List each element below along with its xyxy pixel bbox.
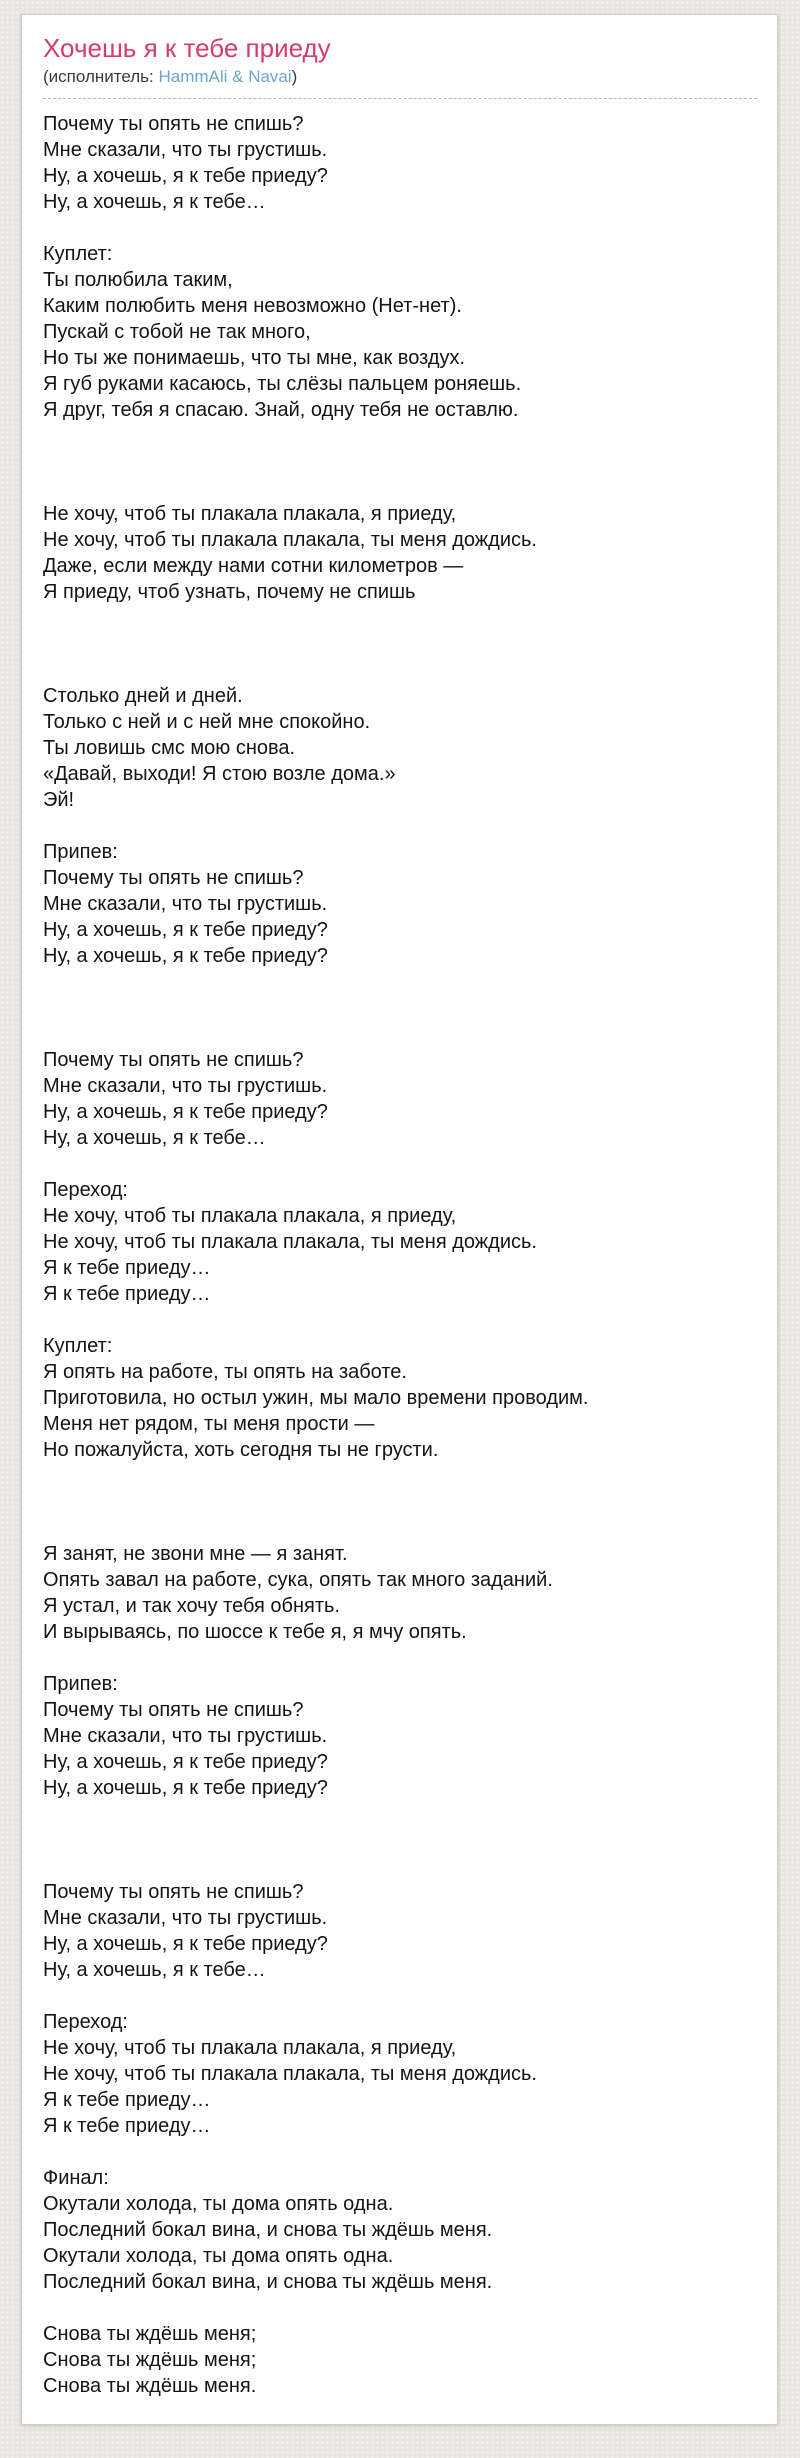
lyrics-line: Припев:	[43, 1673, 118, 1695]
lyrics-line: Ну, а хочешь, я к тебе приеду?	[43, 919, 328, 941]
page-background	[0, 14, 800, 2425]
lyrics-line: Я приеду, чтоб узнать, почему не спишь	[43, 581, 416, 603]
lyrics-line: Я к тебе приеду…	[43, 2089, 211, 2111]
artist-label: (исполнитель:	[43, 67, 159, 86]
lyrics-line: Я опять на работе, ты опять на заботе.	[43, 1361, 407, 1383]
lyrics-line: Мне сказали, что ты грустишь.	[43, 893, 328, 915]
song-subtitle	[43, 65, 757, 89]
lyrics-line: Ты полюбила таким,	[43, 269, 233, 291]
lyrics-line: Даже, если между нами сотни километров —	[43, 555, 464, 577]
lyrics-line: Мне сказали, что ты грустишь.	[43, 1907, 328, 1929]
lyrics-line: Последний бокал вина, и снова ты ждёшь меня.	[43, 2271, 493, 2293]
lyrics-line: «Давай, выходи! Я стою возле дома.»	[43, 763, 396, 785]
lyrics-line: Ты ловишь смс мою снова.	[43, 737, 296, 759]
lyrics-card	[21, 14, 778, 2425]
lyrics-line: Ну, а хочешь, я к тебе приеду?	[43, 945, 328, 967]
lyrics-line: Ну, а хочешь, я к тебе приеду?	[43, 1777, 328, 1799]
lyrics-line: Переход:	[43, 2011, 128, 2033]
artist-link[interactable]: HammAli & Navai	[158, 67, 292, 86]
lyrics-line: Пускай с тобой не так много,	[43, 321, 311, 343]
lyrics-line: Я к тебе приеду…	[43, 1257, 211, 1279]
lyrics-line: Почему ты опять не спишь?	[43, 113, 304, 135]
lyrics-line: Эй!	[43, 789, 75, 811]
lyrics-line: Каким полюбить меня невозможно (Нет-нет).	[43, 295, 462, 317]
lyrics-line: Но пожалуйста, хоть сегодня ты не грусти.	[43, 1439, 439, 1461]
stanza-gap	[43, 1307, 757, 1333]
lyrics-line: Мне сказали, что ты грустишь.	[43, 1725, 328, 1747]
stanza-gap	[43, 1801, 757, 1879]
lyrics-line: Почему ты опять не спишь?	[43, 1049, 304, 1071]
lyrics-line: Припев:	[43, 841, 118, 863]
lyrics-line: Столько дней и дней.	[43, 685, 243, 707]
lyrics-line: Не хочу, чтоб ты плакала плакала, ты меня дождись.	[43, 529, 537, 551]
stanza-gap	[43, 2139, 757, 2165]
lyrics-line: Почему ты опять не спишь?	[43, 1699, 304, 1721]
lyrics-line: Не хочу, чтоб ты плакала плакала, я приеду,	[43, 2037, 457, 2059]
lyrics-line: Ну, а хочешь, я к тебе…	[43, 1127, 266, 1149]
lyrics-line: Куплет:	[43, 1335, 113, 1357]
lyrics-line: Ну, а хочешь, я к тебе…	[43, 191, 266, 213]
lyrics-line: Мне сказали, что ты грустишь.	[43, 139, 328, 161]
lyrics-line: Окутали холода, ты дома опять одна.	[43, 2245, 394, 2267]
stanza-gap	[43, 969, 757, 1047]
lyrics-line: Почему ты опять не спишь?	[43, 867, 304, 889]
lyrics-line: Не хочу, чтоб ты плакала плакала, я приеду,	[43, 1205, 457, 1227]
song-title: Хочешь я к тебе приеду	[43, 33, 331, 63]
stanza-gap	[43, 813, 757, 839]
stanza-gap	[43, 1645, 757, 1671]
stanza-gap	[43, 1983, 757, 2009]
lyrics-line: Ну, а хочешь, я к тебе приеду?	[43, 1751, 328, 1773]
lyrics-line: Мне сказали, что ты грустишь.	[43, 1075, 328, 1097]
lyrics-line: Ну, а хочешь, я к тебе приеду?	[43, 165, 328, 187]
stanza-gap	[43, 215, 757, 241]
lyrics-line: Снова ты ждёшь меня;	[43, 2349, 257, 2371]
stanza-gap	[43, 1463, 757, 1541]
lyrics-line: Окутали холода, ты дома опять одна.	[43, 2193, 394, 2215]
lyrics-line: Я губ руками касаюсь, ты слёзы пальцем роняешь.	[43, 373, 522, 395]
lyrics-line: Куплет:	[43, 243, 113, 265]
lyrics-line: Ну, а хочешь, я к тебе приеду?	[43, 1933, 328, 1955]
lyrics-line: И вырываясь, по шоссе к тебе я, я мчу опять.	[43, 1621, 467, 1643]
lyrics-line: Я устал, и так хочу тебя обнять.	[43, 1595, 340, 1617]
lyrics-line: Не хочу, чтоб ты плакала плакала, ты меня дождись.	[43, 2063, 537, 2085]
lyrics-line: Последний бокал вина, и снова ты ждёшь меня.	[43, 2219, 493, 2241]
lyrics-line: Не хочу, чтоб ты плакала плакала, я приеду,	[43, 503, 457, 525]
lyrics-line: Не хочу, чтоб ты плакала плакала, ты меня дождись.	[43, 1231, 537, 1253]
lyrics-line: Снова ты ждёшь меня.	[43, 2375, 257, 2397]
lyrics-line: Только с ней и с ней мне спокойно.	[43, 711, 371, 733]
stanza-gap	[43, 1151, 757, 1177]
lyrics-line: Опять завал на работе, сука, опять так много заданий.	[43, 1569, 553, 1591]
lyrics-line: Приготовила, но остыл ужин, мы мало времени проводим.	[43, 1387, 589, 1409]
lyrics-line: Но ты же понимаешь, что ты мне, как воздух.	[43, 347, 466, 369]
lyrics-line: Переход:	[43, 1179, 128, 1201]
lyrics-line: Почему ты опять не спишь?	[43, 1881, 304, 1903]
stanza-gap	[43, 605, 757, 683]
stanza-gap	[43, 423, 757, 501]
lyrics-line: Я к тебе приеду…	[43, 1283, 211, 1305]
song-header	[43, 31, 757, 99]
lyrics-line: Я к тебе приеду…	[43, 2115, 211, 2137]
lyrics-line: Меня нет рядом, ты меня прости —	[43, 1413, 375, 1435]
lyrics-line: Ну, а хочешь, я к тебе приеду?	[43, 1101, 328, 1123]
lyrics-text	[43, 111, 757, 2399]
lyrics-line: Снова ты ждёшь меня;	[43, 2323, 257, 2345]
stanza-gap	[43, 2295, 757, 2321]
lyrics-line: Ну, а хочешь, я к тебе…	[43, 1959, 266, 1981]
lyrics-line: Я занят, не звони мне — я занят.	[43, 1543, 348, 1565]
subtitle-close-paren: )	[291, 67, 298, 86]
lyrics-line: Финал:	[43, 2167, 109, 2189]
lyrics-line: Я друг, тебя я спасаю. Знай, одну тебя не оставлю.	[43, 399, 519, 421]
